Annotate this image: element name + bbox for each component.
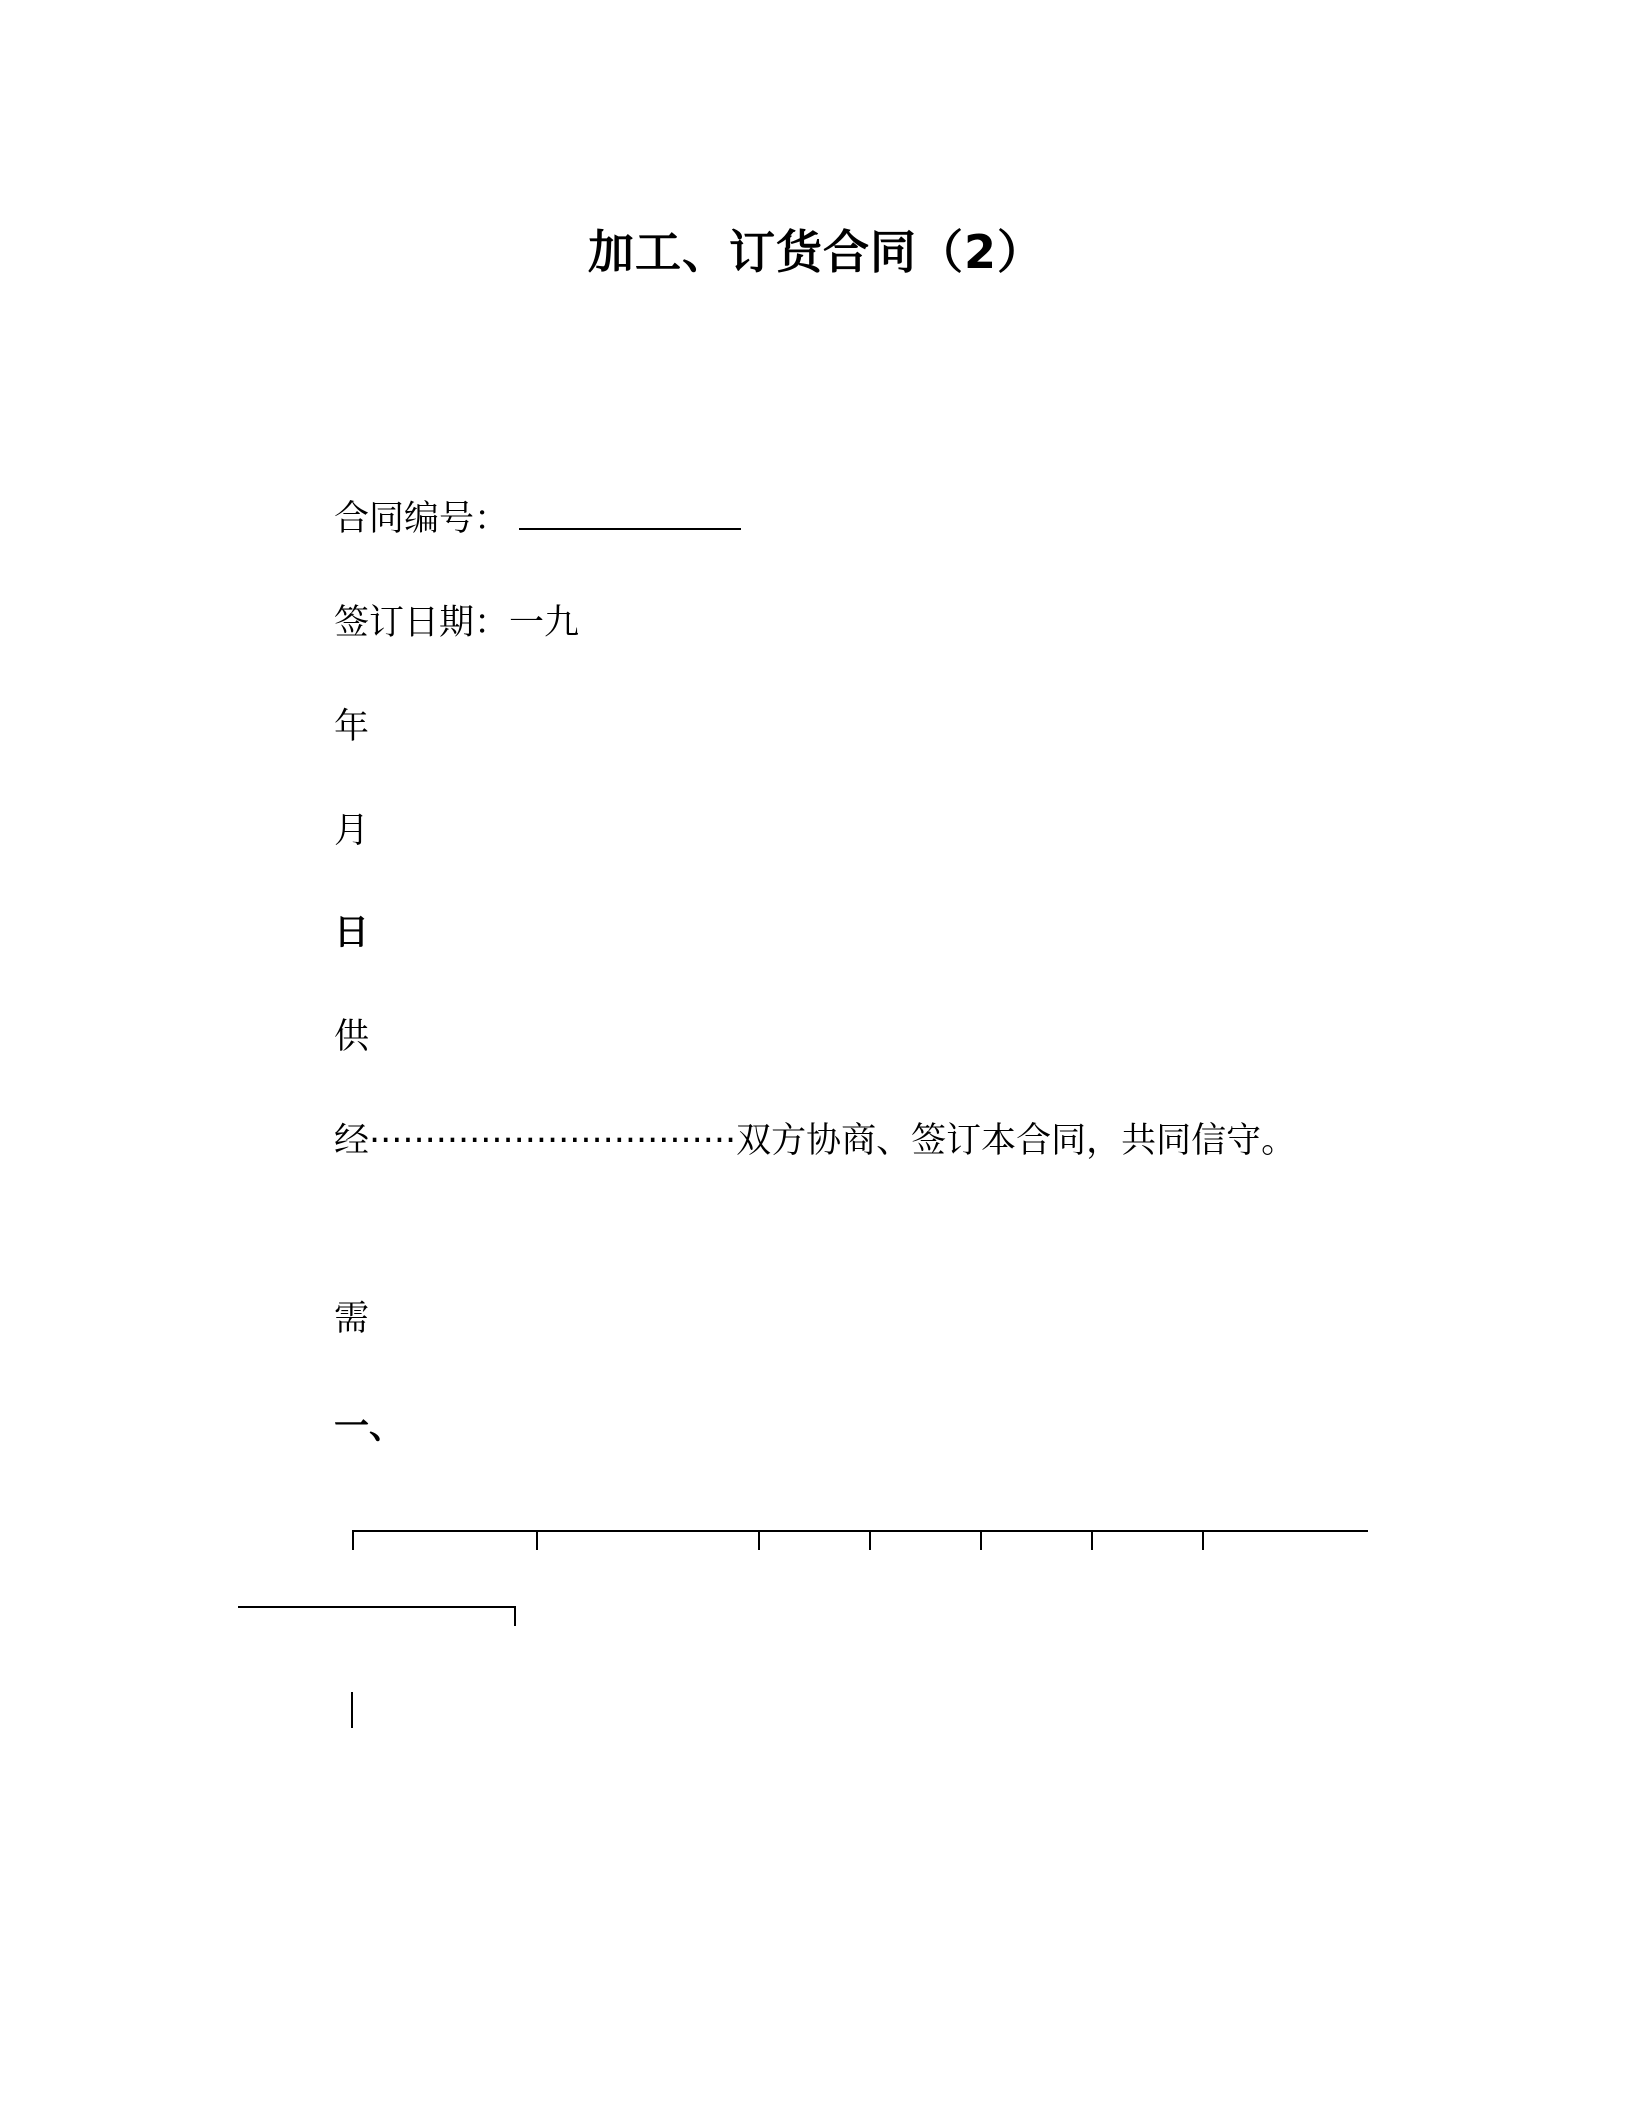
sign-date-label: 签订日期： bbox=[334, 603, 510, 643]
table-second-rule bbox=[238, 1606, 516, 1608]
table-column-tick bbox=[980, 1530, 982, 1550]
sign-date-line bbox=[334, 600, 579, 646]
table-column-tick bbox=[1091, 1530, 1093, 1550]
table-column-tick bbox=[758, 1530, 760, 1550]
day-line: 日 bbox=[334, 913, 370, 953]
agreement-line bbox=[334, 1118, 1296, 1164]
year-line: 年 bbox=[334, 707, 370, 747]
demand-line: 需 bbox=[334, 1299, 370, 1339]
sign-date-value: 一九 bbox=[509, 603, 580, 643]
contract-number-line bbox=[334, 496, 741, 542]
table-column-tick bbox=[536, 1530, 538, 1550]
dotted-leader: ································· bbox=[369, 1121, 737, 1161]
agreement-text: 双方协商、签订本合同，共同信守。 bbox=[736, 1121, 1297, 1161]
jing-text: 经 bbox=[334, 1121, 370, 1161]
table-column-tick bbox=[1202, 1530, 1204, 1550]
table-column-tick bbox=[352, 1530, 354, 1550]
contract-number-label: 合同编号： bbox=[334, 499, 510, 539]
contract-number-blank[interactable] bbox=[519, 498, 741, 530]
table-corner-tick bbox=[514, 1606, 516, 1626]
table-column-tick bbox=[869, 1530, 871, 1550]
section-one-heading: 一、 bbox=[334, 1407, 405, 1447]
page-title: 加工、订货合同（2） bbox=[587, 225, 1044, 279]
supplier-line: 供 bbox=[334, 1017, 370, 1057]
month-line: 月 bbox=[334, 811, 370, 851]
table-top-rule bbox=[352, 1530, 1368, 1532]
table-left-edge bbox=[351, 1692, 353, 1728]
